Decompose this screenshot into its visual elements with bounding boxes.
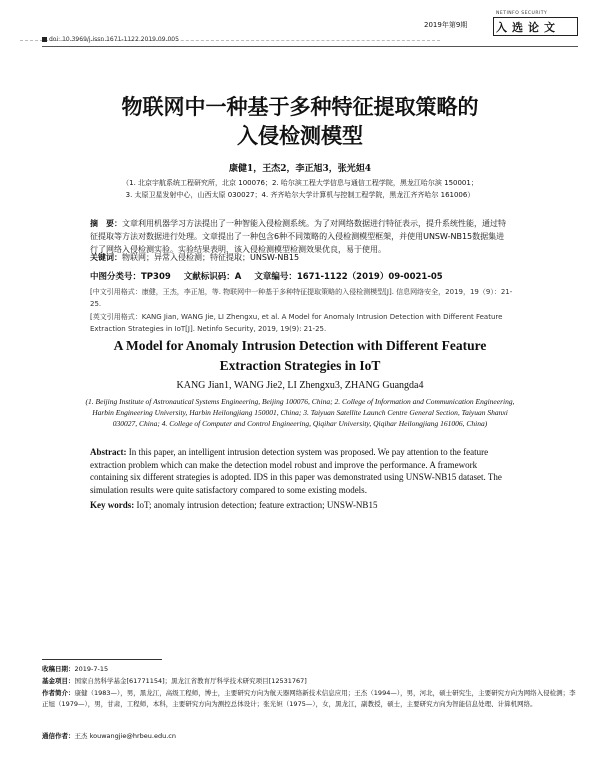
- doi-icon: [42, 37, 47, 42]
- doi: [42, 36, 179, 43]
- article-number: 文章编号：1671-1122（2019）09-0021-05: [254, 272, 443, 282]
- corr-label: 通信作者：: [42, 732, 75, 740]
- journal-name: NETINFO SECURITY: [496, 11, 548, 16]
- citation-en: [英文引用格式：KANG Jian, WANG Jie, LI Zhengxu, et al. A Model for Anomaly Intrusion Detection with Different Feature Extraction Strategies in IoT[J]. Netinfo Security, 2019, 19(9): 21-25.: [90, 313, 503, 333]
- issue-label: 2019年第9期: [424, 21, 468, 29]
- keywords-zh: [90, 252, 520, 263]
- bio-label: 作者简介：: [42, 689, 75, 697]
- classification: [90, 270, 453, 282]
- title-en-line1: A Model for Anomaly Intrusion Detection with Different Feature: [113, 338, 487, 353]
- title-zh-line1: 物联网中一种基于多种特征提取策略的: [121, 94, 479, 119]
- keywords-zh-text: 物联网；异常入侵检测；特征提取；UNSW-NB15: [122, 253, 300, 262]
- keywords-en-label: Key words:: [90, 500, 135, 510]
- citation-zh: [中文引用格式：康健，王杰，李正旭，等. 物联网中一种基于多种特征提取策略的入侵检测模型[J]. 信息网络安全，2019，19（9）：21-25.: [90, 288, 513, 308]
- authors-en: KANG Jian1, WANG Jie2, LI Zhengxu3, ZHANG Guangda4: [176, 380, 424, 391]
- abstract-en-text: In this paper, an intelligent intrusion detection system was proposed. We pay attention to the feature extraction problem which can make the detection model robust and improve the performance. A framework containing six different strategies is adopted. IDS in this paper was demonstrated using UNSW-NB15 dataset. The simulation results were quite satisfactory compared to some existing models.: [90, 447, 502, 495]
- keywords-zh-label: 关键词：: [90, 253, 122, 262]
- abstract-en: [90, 446, 510, 496]
- title-en-line2: Extraction Strategies in IoT: [219, 358, 381, 373]
- affiliations-zh-line2: 3. 太原卫星发射中心，山西太原 030027；4. 齐齐哈尔大学计算机与控制工程学院，黑龙江齐齐哈尔 161006）: [125, 191, 475, 199]
- footnote-fund: [42, 676, 578, 687]
- doi-text: doi: 10.3969/j.issn.1671-1122.2019.09.005: [49, 36, 179, 43]
- received-date: 2019-7-15: [74, 665, 109, 673]
- affiliations-zh-line1: （1. 北京宇航系统工程研究所，北京 100076；2. 哈尔滨工程大学信息与通信工程学院，黑龙江哈尔滨 150001；: [122, 179, 478, 187]
- header-rule: [42, 46, 578, 47]
- title-en: [40, 336, 560, 376]
- affiliations-zh: [60, 177, 540, 201]
- title-zh-line2: 入侵检测模型: [237, 123, 363, 148]
- abstract-zh-label: 摘 要：: [90, 219, 122, 228]
- footnote-bio: [42, 688, 578, 710]
- footnote-received: [42, 664, 578, 675]
- footnote-corresponding: [42, 731, 578, 742]
- doc-code: 文献标识码：A: [183, 272, 242, 282]
- footnote-rule: [42, 659, 162, 660]
- abstract-zh-text: 文章利用机器学习方法提出了一种智能入侵检测系统。为了对网络数据进行特征表示，提升系统性能，通过特征提取等方法对数据进行处理。文章提出了一种包含6种不同策略的入侵检测模型框架，并使用UNSW-NB15数据集进行了网络入侵检测实验。实验结果表明，该入侵检测模型检测效果优良，易于使用。: [90, 219, 506, 254]
- fund-label: 基金项目：: [42, 677, 75, 685]
- corr-text: 王杰 kouwangjie@hrbeu.edu.cn: [74, 732, 176, 740]
- keywords-en: [90, 500, 520, 510]
- section-label: 入选论文: [496, 21, 560, 34]
- clc-number: 中图分类号：TP309: [90, 272, 171, 282]
- bio-text: 康健（1983—），男，黑龙江，高级工程师，博士，主要研究方向为航天器网络新技术信息应用；王杰（1994—），男，河北，硕士研究生，主要研究方向为网络入侵检测；李正旭（1979—），男，甘肃，工程师，本科，主要研究方向为测控总体设计；张光妲（1975—），女，黑龙江，副教授，硕士，主要研究方向为智能信息处理、计算机网络。: [42, 689, 576, 708]
- keywords-en-text: IoT; anomaly intrusion detection; feature extraction; UNSW-NB15: [134, 500, 378, 510]
- fund-text: 国家自然科学基金[61771154]；黑龙江省教育厅科学技术研究项目[12531767]: [74, 677, 307, 685]
- abstract-en-label: Abstract:: [90, 447, 127, 457]
- received-label: 收稿日期：: [42, 665, 75, 673]
- abstract-zh: [90, 217, 510, 256]
- affiliations-en: (1. Beijing Institute of Astronautical Systems Engineering, Beijing 100076, China; 2. College of Information and Communication Engineering, Harbin Engineering University, Harbin Heilongjiang 150001, China; 3. Taiyuan Satellite Launch Centre General Section, Taiyuan Shanxi 030027, China; 4. College of Computer and Control Engineering, Qiqihar University, Qiqihar Heilongjiang 161006, China): [85, 397, 515, 428]
- authors-zh: 康健1，王杰2，李正旭3，张光妲4: [228, 164, 372, 174]
